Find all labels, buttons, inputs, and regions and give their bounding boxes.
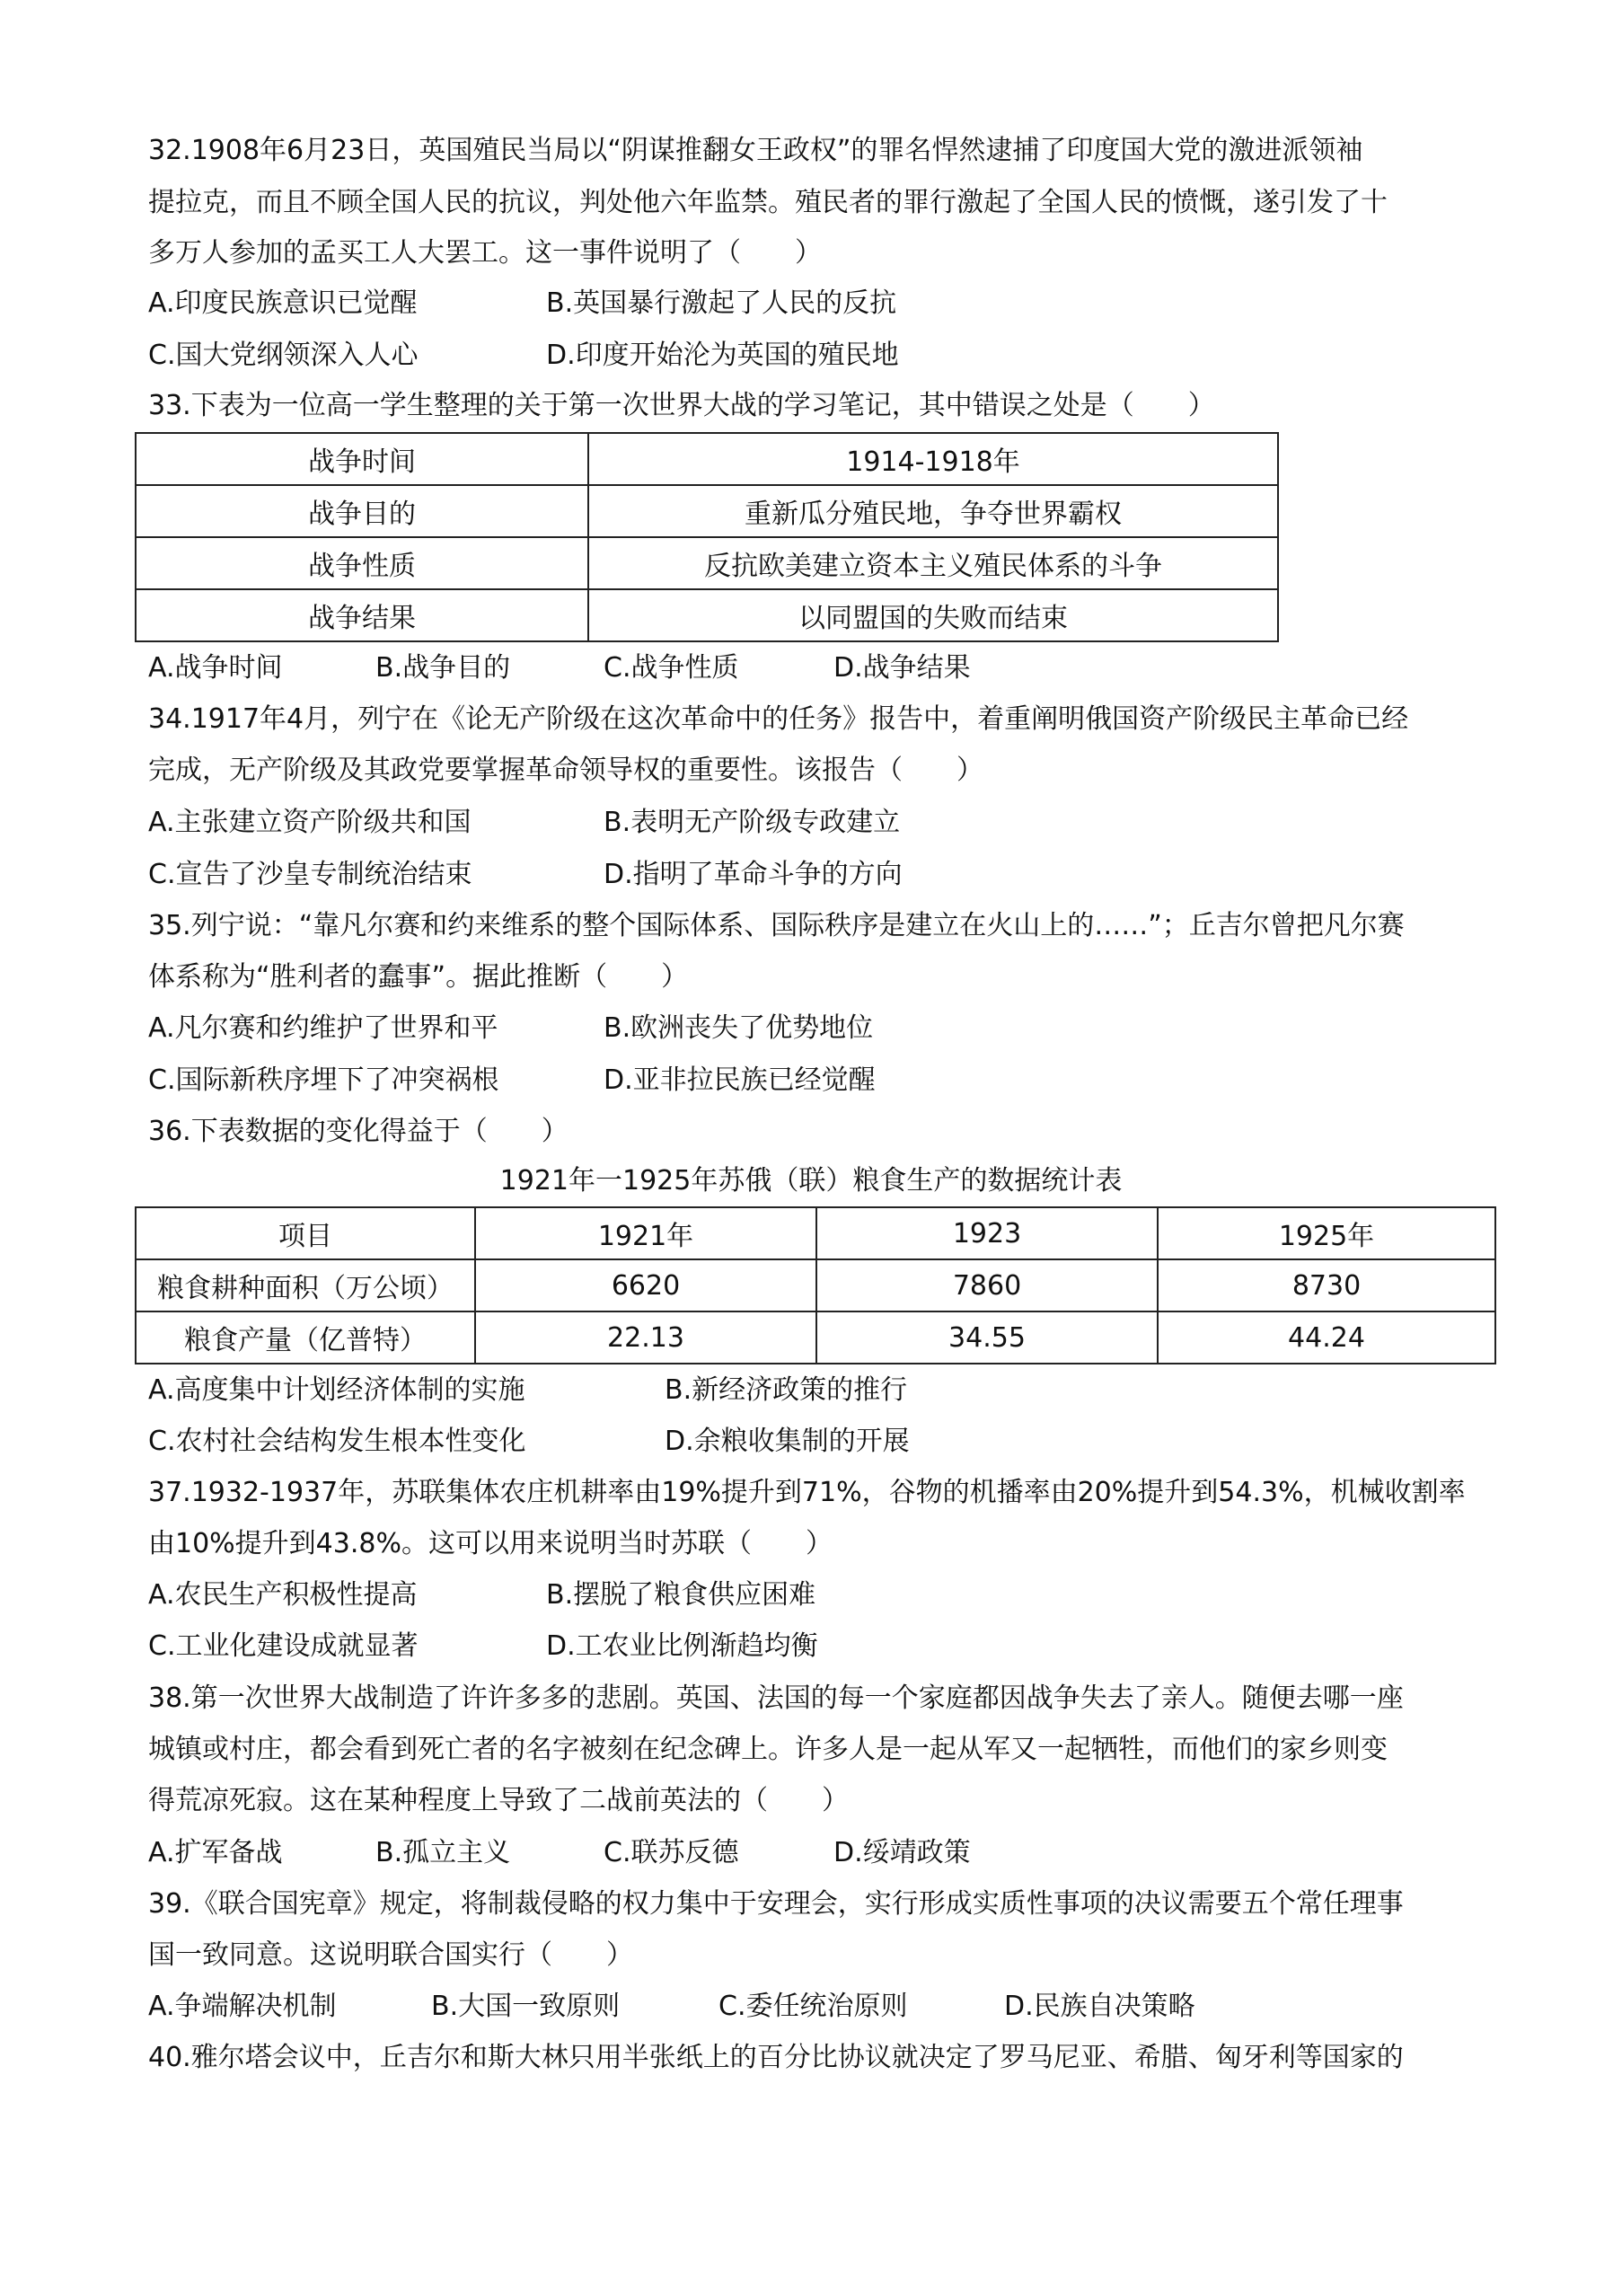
- table-cell: 粮食产量（亿普特）: [136, 1311, 475, 1364]
- table-cell: 1914-1918年: [588, 433, 1278, 485]
- q36-option-c: C.农村社会结构发生根本性变化: [148, 1426, 526, 1457]
- table-cell: 项目: [136, 1207, 475, 1259]
- table-cell: 1923: [816, 1207, 1158, 1259]
- q37-option-c: C.工业化建设成就显著: [148, 1630, 419, 1662]
- q35-option-b: B.欧洲丧失了优势地位: [604, 1012, 874, 1044]
- q35-option-d: D.亚非拉民族已经觉醒: [604, 1064, 876, 1096]
- q39-line-1: 39.《联合国宪章》规定，将制裁侵略的权力集中于安理会，实行形成实质性事项的决议需要五个常任理事: [148, 1888, 1404, 1920]
- table-row: [136, 589, 1278, 641]
- table-row: [136, 537, 1278, 589]
- table-cell: 8730: [1158, 1259, 1495, 1311]
- q37-option-d: D.工农业比例渐趋均衡: [546, 1630, 818, 1662]
- q38-option-b: B.孤立主义: [375, 1837, 511, 1868]
- q32-line-2: 提拉克，而且不顾全国人民的抗议，判处他六年监禁。殖民者的罪行激起了全国人民的愤慨，遂引发了十: [148, 187, 1388, 218]
- q33-option-b: B.战争目的: [375, 652, 511, 684]
- q36-grain-table: [135, 1206, 1496, 1364]
- table-cell: 战争结果: [136, 589, 588, 641]
- q33-option-a: A.战争时间: [148, 652, 283, 684]
- q33-line-1: 33.下表为一位高一学生整理的关于第一次世界大战的学习笔记，其中错误之处是（ ）: [148, 390, 1215, 421]
- table-cell: 以同盟国的失败而结束: [588, 589, 1278, 641]
- q33-option-d: D.战争结果: [833, 652, 971, 684]
- table-cell: 22.13: [475, 1311, 816, 1364]
- q36-option-a: A.高度集中计划经济体制的实施: [148, 1374, 525, 1406]
- table-cell: 重新瓜分殖民地，争夺世界霸权: [588, 485, 1278, 537]
- q37-option-b: B.摆脱了粮食供应困难: [546, 1579, 816, 1611]
- q34-option-d: D.指明了革命斗争的方向: [604, 859, 903, 890]
- q38-line-1: 38.第一次世界大战制造了许许多多的悲剧。英国、法国的每一个家庭都因战争失去了亲人。随便去哪一座: [148, 1682, 1404, 1714]
- q39-option-a: A.争端解决机制: [148, 1991, 337, 2022]
- table-cell: 1921年: [475, 1207, 816, 1259]
- q37-line-1: 37.1932-1937年，苏联集体农庄机耕率由19%提升到71%，谷物的机播率由20%提升到54.3%，机械收割率: [148, 1477, 1466, 1508]
- q36-table-caption: 1921年一1925年苏俄（联）粮食生产的数据统计表: [499, 1165, 1123, 1197]
- q37-option-a: A.农民生产积极性提高: [148, 1579, 418, 1611]
- q32-line-1: 32.1908年6月23日，英国殖民当局以“阴谋推翻女王政权”的罪名悍然逮捕了印度国大党的激进派领袖: [148, 135, 1363, 166]
- q36-line-1: 36.下表数据的变化得益于（ ）: [148, 1116, 569, 1147]
- q39-line-2: 国一致同意。这说明联合国实行（ ）: [148, 1939, 633, 1971]
- q38-option-a: A.扩军备战: [148, 1837, 283, 1868]
- q39-option-b: B.大国一致原则: [431, 1991, 621, 2022]
- q34-option-a: A.主张建立资产阶级共和国: [148, 807, 472, 838]
- q33-option-c: C.战争性质: [604, 652, 739, 684]
- table-cell: 战争时间: [136, 433, 588, 485]
- q35-option-c: C.国际新秩序埋下了冲突祸根: [148, 1064, 499, 1096]
- table-cell: 粮食耕种面积（万公顷）: [136, 1259, 475, 1311]
- q32-option-c: C.国大党纲领深入人心: [148, 340, 419, 371]
- q35-line-2: 体系称为“胜利者的蠢事”。据此推断（ ）: [148, 961, 689, 993]
- q35-option-a: A.凡尔赛和约维护了世界和平: [148, 1012, 498, 1044]
- table-cell: 34.55: [816, 1311, 1158, 1364]
- table-cell: 战争目的: [136, 485, 588, 537]
- q38-line-3: 得荒凉死寂。这在某种程度上导致了二战前英法的（ ）: [148, 1785, 849, 1816]
- q38-option-d: D.绥靖政策: [833, 1837, 971, 1868]
- table-row: [136, 1259, 1495, 1311]
- q32-option-b: B.英国暴行激起了人民的反抗: [546, 287, 897, 319]
- q36-option-d: D.余粮收集制的开展: [665, 1426, 910, 1457]
- q33-notes-table: [135, 432, 1279, 642]
- table-cell: 1925年: [1158, 1207, 1495, 1259]
- table-cell: 7860: [816, 1259, 1158, 1311]
- q37-line-2: 由10%提升到43.8%。这可以用来说明当时苏联（ ）: [148, 1528, 833, 1559]
- q32-option-d: D.印度开始沦为英国的殖民地: [546, 340, 899, 371]
- q32-line-3: 多万人参加的孟买工人大罢工。这一事件说明了（ ）: [148, 237, 822, 269]
- q40-line-1: 40.雅尔塔会议中，丘吉尔和斯大林只用半张纸上的百分比协议就决定了罗马尼亚、希腊、匈牙利等国家的: [148, 2042, 1404, 2073]
- table-cell: 反抗欧美建立资本主义殖民体系的斗争: [588, 537, 1278, 589]
- table-row: [136, 485, 1278, 537]
- q38-option-c: C.联苏反德: [604, 1837, 739, 1868]
- q35-line-1: 35.列宁说：“靠凡尔赛和约来维系的整个国际体系、国际秩序是建立在火山上的……”；丘吉尔曾把凡尔赛: [148, 910, 1405, 941]
- q34-option-b: B.表明无产阶级专政建立: [604, 807, 901, 838]
- table-row: [136, 1311, 1495, 1364]
- q39-option-d: D.民族自决策略: [1004, 1991, 1195, 2022]
- q36-option-b: B.新经济政策的推行: [665, 1374, 908, 1406]
- table-cell: 战争性质: [136, 537, 588, 589]
- q32-option-a: A.印度民族意识已觉醒: [148, 287, 418, 319]
- table-row: [136, 1207, 1495, 1259]
- table-cell: 44.24: [1158, 1311, 1495, 1364]
- q39-option-c: C.委任统治原则: [718, 1991, 908, 2022]
- q34-line-2: 完成，无产阶级及其政党要掌握革命领导权的重要性。该报告（ ）: [148, 755, 983, 786]
- table-row: [136, 433, 1278, 485]
- q38-line-2: 城镇或村庄，都会看到死亡者的名字被刻在纪念碑上。许多人是一起从军又一起牺牲，而他们的家乡则变: [148, 1734, 1388, 1765]
- q34-line-1: 34.1917年4月，列宁在《论无产阶级在这次革命中的任务》报告中，着重阐明俄国资产阶级民主革命已经: [148, 703, 1409, 735]
- q34-option-c: C.宣告了沙皇专制统治结束: [148, 859, 472, 890]
- table-cell: 6620: [475, 1259, 816, 1311]
